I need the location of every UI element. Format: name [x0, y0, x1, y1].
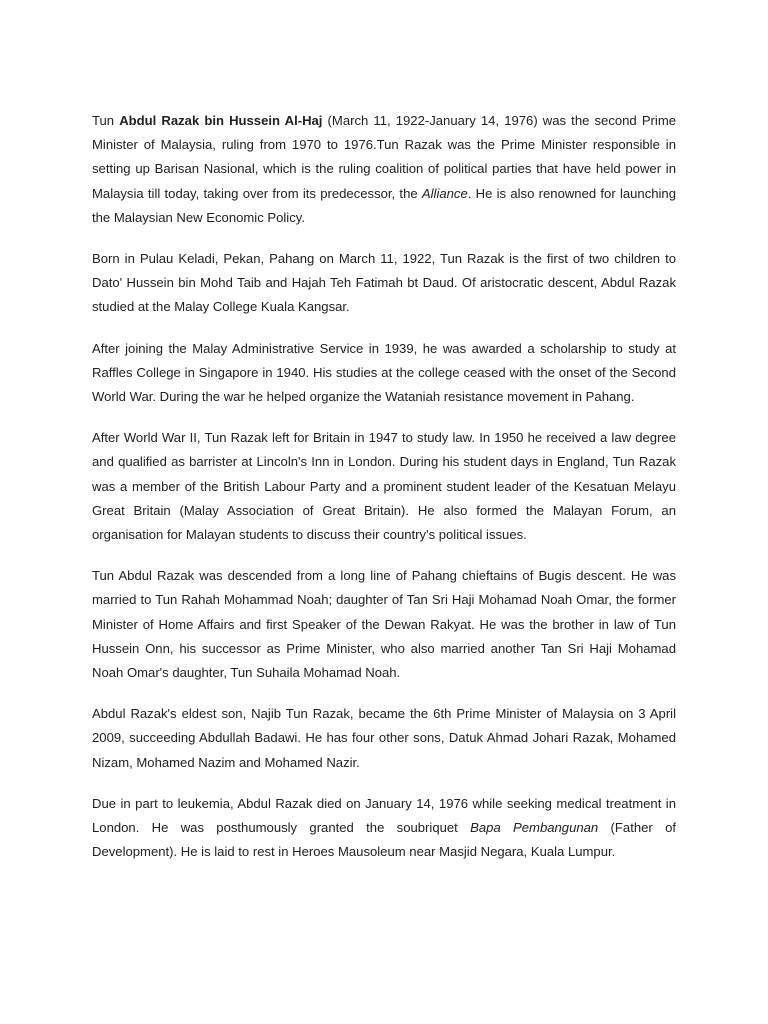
text-span: (March 11, 1922-January 14, 1976) was the second Prime Minister of Malaysia, ruling from 1970 to 1976.Tun Razak was the Prime Minister responsible in setting up Barisan Nasional, which is the ruling coalition of political parties that have held power in Malaysia till today, taking over from its predecessor, the	[92, 113, 677, 201]
text-span: (Father of Development). He is laid to rest in Heroes Mausoleum near Masjid Negara, Kuala Lumpur.	[92, 820, 676, 860]
text-span: Tun Abdul Razak was descended from a long line of Pahang chieftains of Bugis descent. He was married to Tun Rahah Mohammad Noah; daughter of Tan Sri Haji Mohamad Noah Omar, the former Minister of Home Affairs and first Speaker of the Dewan Rakyat. He was the brother in law of Tun Hussein Onn, his successor as Prime Minister, who also married another Tan Sri Haji Mohamad Noah Omar's daughter, Tun Suhaila Mohamad Noah.	[92, 568, 676, 681]
paragraph-2	[92, 247, 676, 320]
paragraph-6	[92, 702, 676, 775]
document-body	[92, 109, 676, 864]
text-span: Due in part to leukemia, Abdul Razak died on January 14, 1976 while seeking medical treatment in London. He was posthumously granted the soubriquet	[92, 795, 676, 836]
text-span: Born in Pulau Keladi, Pekan, Pahang on March 11, 1922, Tun Razak is the first of two children to Dato' Hussein bin Mohd Taib and Hajah Teh Fatimah bt Daud. Of aristocratic descent, Abdul Razak studied at the Malay College Kuala Kangsar.	[92, 251, 676, 315]
paragraph-4	[92, 426, 676, 547]
paragraph-3	[92, 337, 676, 410]
paragraph-7	[92, 792, 676, 865]
text-span: Abdul Razak's eldest son, Najib Tun Razak, became the 6th Prime Minister of Malaysia on 3 April 2009, succeeding Abdullah Badawi. He has four other sons, Datuk Ahmad Johari Razak, Mohamed Nizam, Mohamed Nazim and Mohamed Nazir.	[92, 706, 676, 770]
paragraph-1	[92, 109, 676, 230]
italic-term: Alliance	[421, 185, 468, 201]
bold-name: Abdul Razak bin Hussein Al-Haj	[119, 113, 323, 128]
text-span: After joining the Malay Administrative Service in 1939, he was awarded a scholarship to study at Raffles College in Singapore in 1940. His studies at the college ceased with the onset of the Second World War. During the war he helped organize the Wataniah resistance movement in Pahang.	[92, 340, 676, 405]
text-span: After World War II, Tun Razak left for Britain in 1947 to study law. In 1950 he received a law degree and qualified as barrister at Lincoln's Inn in London. During his student days in England, Tun Razak was a member of the British Labour Party and a prominent student leader of the Kesatuan Melayu Great Britain (Malay Association of Great Britain). He also formed the Malayan Forum, an organisation for Malayan students to discuss their country's political issues.	[92, 430, 676, 543]
italic-term: Bapa Pembangunan	[470, 820, 599, 836]
text-span: Tun	[92, 113, 120, 128]
paragraph-5	[92, 564, 676, 685]
text-span: . He is also renowned for launching the Malaysian New Economic Policy.	[92, 185, 676, 225]
